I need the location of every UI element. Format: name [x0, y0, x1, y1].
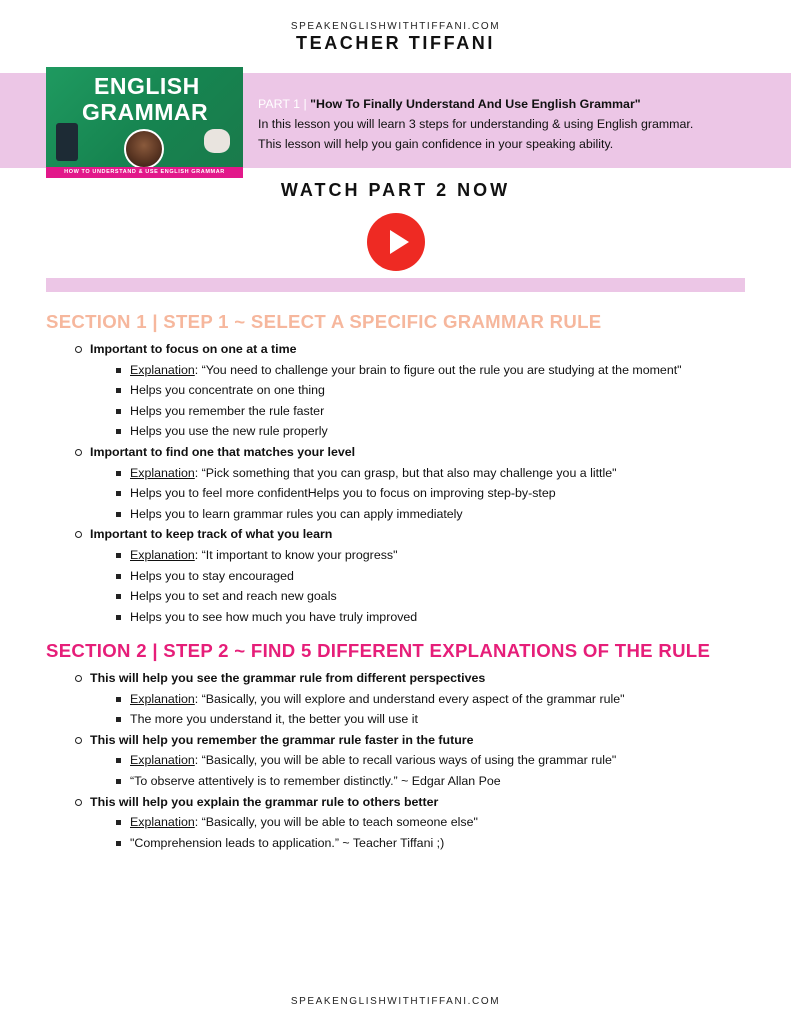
- site-url-header: SPEAKENGLISHWITHTIFFANI.COM: [290, 21, 501, 32]
- teacher-name: TEACHER TIFFANI: [296, 33, 495, 53]
- list-item: "Comprehension leads to application.” ~ Teacher Tiffani ;): [112, 833, 772, 854]
- part-title: "How To Finally Understand And Use English Grammar": [310, 97, 641, 111]
- point: [72, 792, 772, 854]
- explanation-label: Explanation: [130, 691, 195, 706]
- teacher-avatar: [124, 129, 164, 169]
- explanation-text: : “It important to know your progress": [194, 547, 398, 562]
- explanation-label: Explanation: [130, 815, 195, 830]
- section-1-list: [72, 339, 772, 627]
- explanation-item: [112, 812, 772, 833]
- explanation-text: : “You need to challenge your brain to figure out the rule you are studying at the moment": [194, 362, 682, 377]
- point: [72, 524, 772, 627]
- thumbnail-caption-bar: HOW TO UNDERSTAND & USE ENGLISH GRAMMAR: [46, 167, 243, 178]
- lesson-title-line: [258, 94, 778, 114]
- thumbnail-title-line2: GRAMMAR: [82, 99, 209, 125]
- lesson-info: [258, 94, 778, 154]
- point: [72, 668, 772, 730]
- part-label: PART 1 |: [258, 97, 311, 111]
- section-1-title: SECTION 1 | STEP 1 ~ SELECT A SPECIFIC GRAMMAR RULE: [46, 311, 602, 332]
- section-2-title: SECTION 2 | STEP 2 ~ FIND 5 DIFFERENT EXPLANATIONS OF THE RULE: [46, 640, 711, 661]
- point: [72, 442, 772, 524]
- play-button[interactable]: [367, 213, 425, 271]
- explanation-text: : “Basically, you will be able to teach someone else": [194, 815, 478, 830]
- lesson-thumbnail[interactable]: [46, 67, 243, 178]
- section-2-list: [72, 668, 772, 853]
- point-heading: Important to keep track of what you learn: [90, 527, 333, 542]
- list-item: “To observe attentively is to remember distinctly.” ~ Edgar Allan Poe: [112, 771, 772, 792]
- explanation-item: [112, 545, 772, 566]
- explanation-item: [112, 689, 772, 710]
- explanation-text: : “Pick something that you can grasp, but that also may challenge you a little": [194, 465, 617, 480]
- section-divider: [46, 278, 745, 292]
- explanation-item: [112, 750, 772, 771]
- phone-image: [56, 123, 78, 161]
- point: [72, 730, 772, 792]
- list-item: Helps you to learn grammar rules you can apply immediately: [112, 504, 772, 525]
- list-item: Helps you remember the rule faster: [112, 401, 772, 422]
- list-item: Helps you to feel more confidentHelps you to focus on improving step-by-step: [112, 483, 772, 504]
- point-heading: Important to find one that matches your level: [90, 444, 356, 459]
- lesson-description-1: In this lesson you will learn 3 steps for understanding & using English grammar.: [258, 117, 694, 131]
- list-item: The more you understand it, the better you will use it: [112, 709, 772, 730]
- point-heading: This will help you remember the grammar rule faster in the future: [90, 732, 474, 747]
- thumbnail-title-line1: ENGLISH: [94, 73, 200, 99]
- point: [72, 339, 772, 442]
- point-heading: This will help you see the grammar rule from different perspectives: [90, 671, 486, 685]
- explanation-text: : “Basically, you will explore and understand every aspect of the grammar rule": [194, 691, 625, 706]
- play-icon: [367, 213, 425, 271]
- list-item: Helps you to set and reach new goals: [112, 586, 772, 607]
- list-item: Helps you to stay encouraged: [112, 566, 772, 587]
- watch-part-2-heading: WATCH PART 2 NOW: [280, 180, 511, 200]
- point-heading: Important to focus on one at a time: [90, 342, 297, 356]
- explanation-text: : “Basically, you will be able to recall various ways of using the grammar rule": [194, 753, 617, 768]
- list-item: Helps you to see how much you have truly improved: [112, 607, 772, 628]
- explanation-label: Explanation: [130, 465, 195, 480]
- site-url-footer: SPEAKENGLISHWITHTIFFANI.COM: [290, 996, 501, 1007]
- lesson-description-2: This lesson will help you gain confidence in your speaking ability.: [258, 137, 614, 151]
- cup-image: [204, 129, 230, 153]
- explanation-label: Explanation: [130, 547, 195, 562]
- explanation-item: [112, 360, 772, 381]
- explanation-item: [112, 463, 772, 484]
- explanation-label: Explanation: [130, 362, 195, 377]
- list-item: Helps you use the new rule properly: [112, 421, 772, 442]
- list-item: Helps you concentrate on one thing: [112, 380, 772, 401]
- explanation-label: Explanation: [130, 753, 195, 768]
- point-heading: This will help you explain the grammar rule to others better: [90, 794, 439, 809]
